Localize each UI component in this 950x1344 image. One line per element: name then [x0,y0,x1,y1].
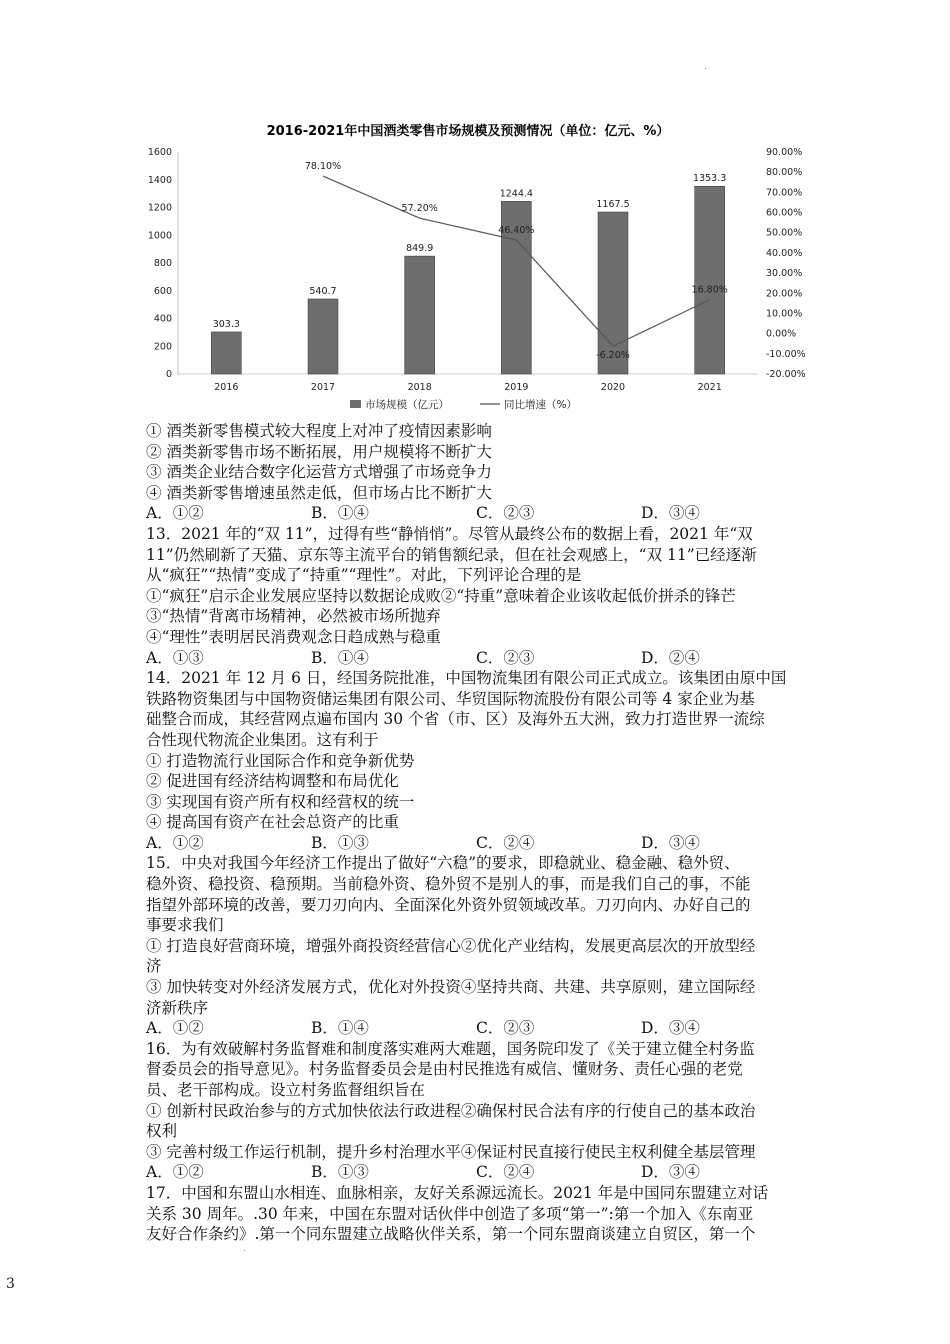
x-tick-label: 2020 [600,382,626,393]
option-b[interactable]: B．①④ [311,504,369,523]
option-c[interactable]: C．②④ [476,1163,535,1182]
stem-line: 从“疯狂”“热情”变成了“持重”“理性”。对此，下列评论合理的是 [146,566,582,585]
y-right-tick-label: 90.00% [766,147,803,158]
stem-line: 指望外部环境的改善，要刀刃向内、全面深化外资外贸领域改革。刀刃向内、办好自己的 [146,895,751,914]
statement: 济 [146,957,162,976]
stem-line: 友好合作条约》.第一个同东盟建立战略伙伴关系，第一个同东盟商谈建立自贸区，第一个 [146,1225,756,1244]
statement: ③ 酒类企业结合数字化运营方式增强了市场竞争力 [146,463,492,482]
statement: ③“热情”背离市场精神，必然被市场所抛弃 [146,607,441,626]
legend-bar-swatch [350,400,361,408]
y-right-tick-label: 0.00% [766,328,797,340]
statement: ①“疯狂”启示企业发展应坚持以数据论成败②“持重”意味着企业该收起低价拼杀的锋芒 [146,586,736,605]
question-17 [146,1183,806,1245]
answer-options [146,1018,806,1039]
y-left-tick-label: 1000 [147,230,172,242]
option-d[interactable]: D．③④ [641,833,700,852]
decorative-dot: . [704,62,707,72]
answer-options [146,648,806,669]
stem-line: 16．为有效破解村务监督难和制度落实难两大难题，国务院印发了《关于建立健全村务监 [146,1039,755,1058]
y-right-tick-label: 30.00% [766,268,803,280]
x-tick-label: 2019 [504,382,529,393]
stem-line: 督委员会的指导意见》。村务监督委员会是由村民推选有威信、懂财务、责任心强的老党 [146,1060,743,1079]
question-14 [146,668,806,853]
statement: ① 创新村民政治参与的方式加快依法行政进程②确保村民合法有序的行使自己的基本政治 [146,1101,756,1120]
statement: ④ 提高国有资产在社会总资产的比重 [146,813,399,832]
chart-title: 2016-2021年中国酒类零售市场规模及预测情况（单位：亿元、%） [266,124,670,139]
y-left-tick-label: 400 [153,313,172,325]
growth-value-label: 46.40% [498,224,535,236]
bar-value-label: 1167.5 [596,199,630,211]
x-tick-label: 2021 [697,382,722,393]
stem-line: 15．中央对我国今年经济工作提出了做好“六稳”的要求，即稳就业、稳金融、稳外贸、 [146,854,740,873]
option-b[interactable]: B．①③ [311,1163,369,1182]
y-right-tick-label: 70.00% [766,187,803,199]
statement: ④ 酒类新零售增速虽然走低，但市场占比不断扩大 [146,483,492,502]
option-b[interactable]: B．①④ [311,648,369,667]
option-d[interactable]: D．②④ [641,648,700,667]
stem-line: 事要求我们 [146,916,224,935]
option-d[interactable]: D．③④ [641,1019,700,1038]
bar-value-label: 1353.3 [693,173,727,185]
option-d[interactable]: D．③④ [641,504,700,523]
option-b[interactable]: B．①④ [311,1019,369,1038]
option-a[interactable]: A．①② [146,1163,204,1182]
option-b[interactable]: B．①③ [311,833,369,852]
y-right-tick-label: 20.00% [766,288,803,300]
growth-value-label: 16.80% [691,284,728,296]
option-c[interactable]: C．②④ [476,833,535,852]
stem-line: 铁路物资集团与中国物资储运集团有限公司、华贸国际物流股份有限公司等 4 家企业为基 [146,689,755,708]
x-tick-label: 2018 [407,382,432,393]
option-a[interactable]: A．①③ [146,648,204,667]
chart-legend [350,398,577,411]
page-number: 3 [6,1276,15,1292]
statement: ③ 完善村级工作运行机制，提升乡村治理水平④保证村民直接行使民主权利健全基层管理 [146,1142,756,1161]
y-left-tick-label: 1400 [147,174,172,186]
statement: ① 打造物流行业国际合作和竞争新优势 [146,751,415,770]
statement: 济新秩序 [146,998,209,1017]
question-16 [146,1039,806,1183]
y-left-tick-label: 800 [153,258,172,269]
question-15 [146,853,806,1038]
stem-line: 11”仍然刷新了天猫、京东等主流平台的销售额纪录，但在社会观感上，“双 11”已经逐渐 [146,545,757,564]
bar [405,256,435,374]
y-left-tick-label: 200 [153,341,172,353]
bar-value-label: 849.9 [406,243,434,255]
option-a[interactable]: A．①② [146,1019,204,1038]
y-left-tick-label: 1600 [147,147,172,158]
x-tick-label: 2017 [310,382,336,393]
statement: ④“理性”表明居民消费观念日趋成熟与稳重 [146,627,441,646]
growth-value-label: 78.10% [304,161,342,173]
bar [695,186,725,374]
statement: ③ 实现国有资产所有权和经营权的统一 [146,792,415,811]
question-13 [146,524,806,668]
growth-value-label: 57.20% [401,203,438,215]
bar-value-label: 303.3 [212,318,240,330]
stem-line: 稳外资、稳投资、稳预期。当前稳外资、稳外贸不是别人的事，而是我们自己的事，不能 [146,875,751,894]
statement: 权利 [146,1122,178,1141]
statement: ① 打造良好营商环境，增强外商投资经营信心②优化产业结构，发展更高层次的开放型经 [146,936,756,955]
stem-line: 13．2021 年的“双 11”，过得有些“静悄悄”。尽管从最终公布的数据上看，2021 年“双 [146,524,753,543]
stem-line: 17．中国和东盟山水相连、血脉相亲，友好关系源远流长。2021 年是中国同东盟建立对话 [146,1183,769,1202]
questions [146,421,806,1245]
stem-line: 合性现代物流企业集团。这有利于 [146,730,379,749]
y-right-tick-label: 40.00% [766,247,803,259]
answer-options [146,503,806,524]
option-a[interactable]: A．①② [146,833,204,852]
option-a[interactable]: A．①② [146,504,204,523]
option-c[interactable]: C．②③ [476,1019,535,1038]
bar-value-label: 540.7 [309,285,337,297]
stem-line: 关系 30 周年。.30 年来，中国在东盟对话伙伴中创造了多项“第一”:第一个加入《东南亚 [146,1204,754,1223]
y-left-tick-label: 1200 [147,202,172,214]
y-right-tick-label: -20.00% [766,369,806,380]
decorative-dot: . [243,1244,246,1254]
growth-value-label: -6.20% [596,350,630,362]
statement: ③ 加快转变对外经济发展方式，优化对外投资④坚持共商、共建、共享原则，建立国际经 [146,978,756,997]
stem-line: 础整合而成，其经营网点遍布国内 30 个省（市、区）及海外五大洲，致力打造世界一流综 [146,710,765,729]
y-right-tick-label: -10.00% [766,348,806,360]
option-c[interactable]: C．②③ [476,504,535,523]
bar [308,299,338,374]
option-c[interactable]: C．②③ [476,648,535,667]
y-right-tick-label: 50.00% [766,227,803,239]
statement: ② 酒类新零售市场不断拓展，用户规模将不断扩大 [146,442,492,461]
x-tick-label: 2016 [214,382,239,393]
answer-options [146,833,806,854]
stem-line: 14．2021 年 12 月 6 日，经国务院批准，中国物流集团有限公司正式成立。该集团由原中国 [146,669,787,688]
y-left-tick-label: 0 [165,369,172,380]
question-12 [146,421,806,524]
y-right-tick-label: 60.00% [766,207,803,219]
y-right-tick-label: 80.00% [766,167,803,179]
legend-bar-label: 市场规模（亿元） [365,399,449,411]
market-size-chart [130,115,830,420]
answer-options [146,1162,806,1183]
statement: ① 酒类新零售模式较大程度上对冲了疫情因素影响 [146,422,492,440]
stem-line: 员、老干部构成。设立村务监督组织旨在 [146,1081,426,1099]
y-right-tick-label: 10.00% [766,308,803,320]
y-left-tick-label: 600 [153,285,172,297]
option-d[interactable]: D．③④ [641,1163,700,1182]
bar [211,332,241,374]
legend-line-label: 同比增速（%） [504,399,577,411]
bar-value-label: 1244.4 [499,188,533,200]
statement: ② 促进国有经济结构调整和布局优化 [146,772,399,791]
